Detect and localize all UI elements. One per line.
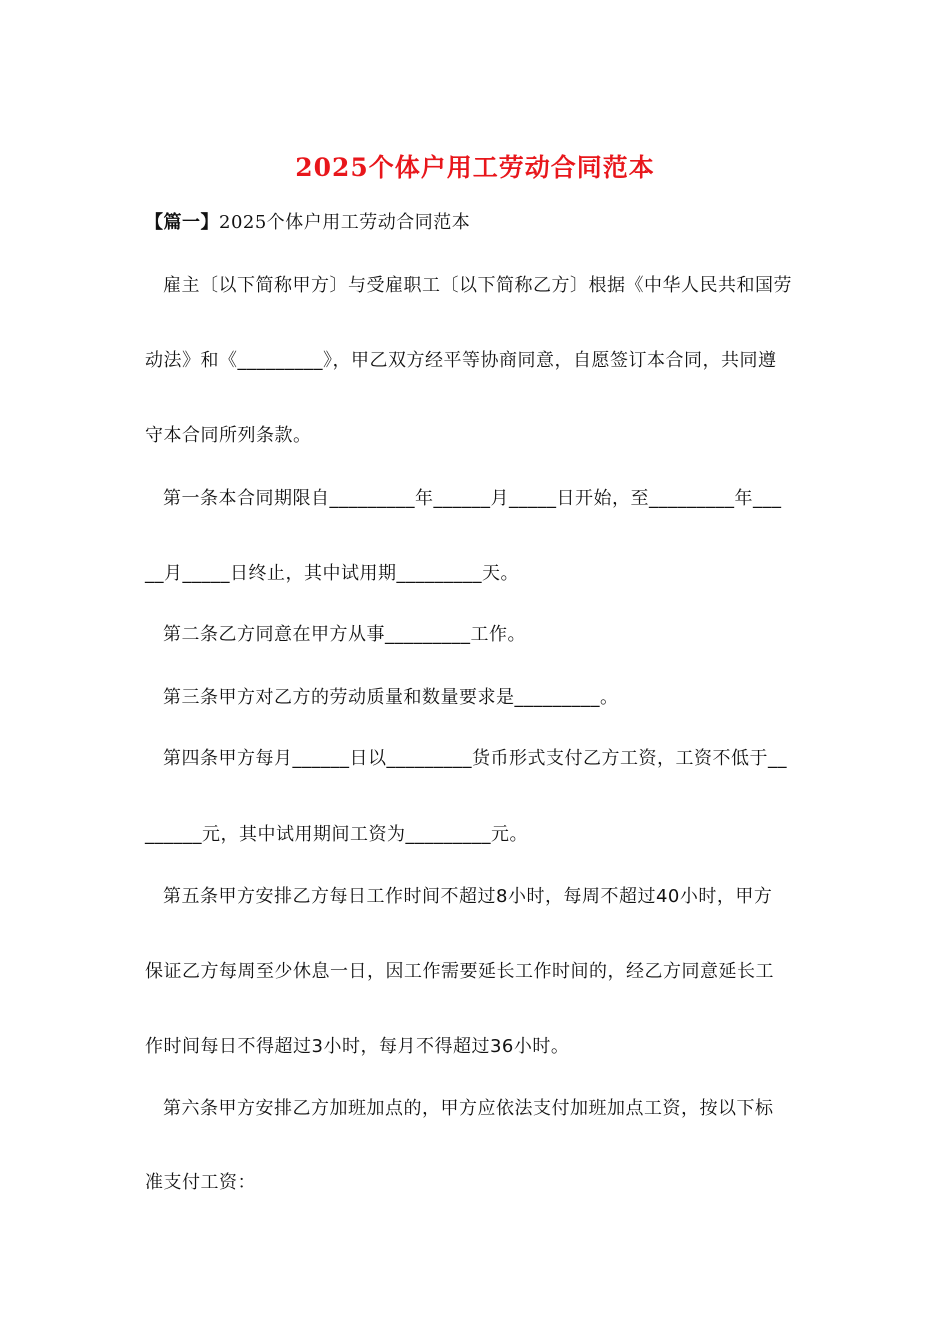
section-heading-text: 2025个体户用工劳动合同范本 [219, 212, 471, 233]
paragraph-line: 动法》和《_________》，甲乙双方经平等协商同意，自愿签订本合同，共同遵 [145, 350, 777, 371]
clause-line: 准支付工资： [145, 1172, 256, 1193]
clause-line: 第五条甲方安排乙方每日工作时间不超过8小时，每周不超过40小时，甲方 [163, 886, 773, 907]
clause-line: __月_____日终止，其中试用期_________天。 [145, 563, 519, 584]
clause-line: 第三条甲方对乙方的劳动质量和数量要求是_________。 [163, 687, 619, 708]
clause-line: 作时间每日不得超过3小时，每月不得超过36小时。 [145, 1036, 570, 1057]
document-title: 2025个体户用工劳动合同范本 [295, 153, 655, 182]
clause-line: 第六条甲方安排乙方加班加点的，甲方应依法支付加班加点工资，按以下标 [163, 1098, 774, 1119]
clause-line: 第一条本合同期限自_________年______月_____日开始，至_________年___ [163, 488, 782, 509]
clause-line: ______元，其中试用期间工资为_________元。 [145, 824, 528, 845]
clause-line: 第二条乙方同意在甲方从事_________工作。 [163, 624, 526, 645]
section-heading-label: 【篇一】 [145, 212, 219, 233]
paragraph-line: 雇主〔以下简称甲方〕与受雇职工〔以下简称乙方〕根据《中华人民共和国劳 [163, 275, 792, 296]
clause-line: 保证乙方每周至少休息一日，因工作需要延长工作时间的，经乙方同意延长工 [145, 961, 774, 982]
clause-line: 第四条甲方每月______日以_________货币形式支付乙方工资，工资不低于__ [163, 748, 787, 769]
paragraph-line: 守本合同所列条款。 [145, 425, 312, 446]
section-heading [145, 210, 470, 236]
